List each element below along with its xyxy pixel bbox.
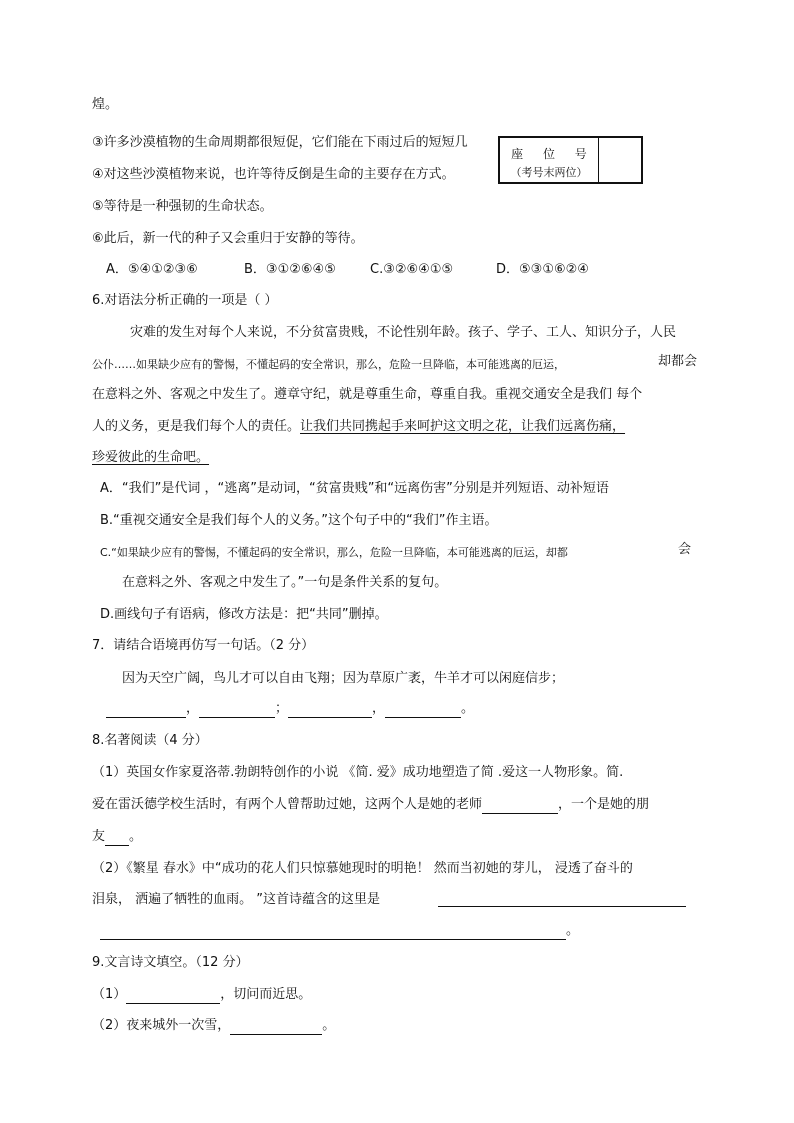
question-line: （1）英国女作家夏洛蒂.勃朗特创作的小说 《简. 爱》成功地塑造了简 .爱这一人物形象。简. bbox=[92, 765, 624, 780]
answer-blank[interactable] bbox=[482, 799, 558, 814]
answer-blank[interactable] bbox=[100, 925, 566, 940]
option-c-cont: 在意料之外、客观之中发生了。”一句是条件关系的复句。 bbox=[122, 575, 448, 590]
question-line: 泪泉， 洒遍了牺牲的血雨。 ”这首诗蕴含的这里是 bbox=[92, 892, 380, 907]
seat-number-sub: （考号末两位） bbox=[510, 166, 588, 179]
text-line: ⑤等待是一种强韧的生命状态。 bbox=[92, 199, 273, 214]
question-line: （2）《繁星 春水》中“成功的花人们只惊慕她现时的明艳！ 然而当初她的芽儿， 浸透了奋斗的 bbox=[92, 861, 633, 876]
text-line: ⑥此后，新一代的种子又会重归于安静的等待。 bbox=[92, 231, 364, 246]
question-title: 7．请结合语境再仿写一句话。（2 分） bbox=[92, 638, 315, 653]
question-title: 9.文言诗文填空。（12 分） bbox=[92, 955, 249, 970]
seat-number-label bbox=[500, 138, 599, 182]
option-a: A．⑤④①②③⑥ bbox=[106, 262, 198, 277]
option-c: C.“如果缺少应有的警惕，不懂起码的安全常识，那么，危险一旦降临，本可能逃离的厄运，却都 bbox=[100, 546, 568, 559]
passage-line: 灾难的发生对每个人来说，不分贫富贵贱，不论性别年龄。孩子、学子、工人、知识分子，人民 bbox=[130, 325, 677, 340]
passage-text: 人的义务，更是我们每个人的责任。 bbox=[92, 419, 301, 434]
answer-blank[interactable] bbox=[438, 892, 686, 907]
seat-number-title: 座 位 号 bbox=[511, 147, 595, 161]
underlined-sentence: 珍爱彼此的生命吧。 bbox=[92, 450, 210, 465]
option-b: B．③①②⑥④⑤ bbox=[244, 262, 336, 277]
answer-blank[interactable] bbox=[106, 703, 186, 718]
answer-blank[interactable] bbox=[230, 1020, 322, 1035]
question-title: 8.名著阅读（4 分） bbox=[92, 733, 208, 748]
option-b: B.“重视交通安全是我们每个人的义务。”这个句子中的“我们”作主语。 bbox=[100, 513, 498, 528]
question-line: （1） ，切问而近思。 bbox=[92, 987, 312, 1002]
answer-blank[interactable] bbox=[288, 703, 372, 718]
answer-blank[interactable] bbox=[199, 703, 275, 718]
option-d: D．⑤③①⑥②④ bbox=[496, 262, 589, 277]
answer-blank[interactable] bbox=[126, 989, 220, 1004]
answer-line: 。 bbox=[100, 922, 579, 940]
passage-line: 公仆……如果缺少应有的警惕，不懂起码的安全常识，那么，危险一旦降临，本可能逃离的厄运， bbox=[92, 358, 565, 371]
passage-line: 在意料之外、客观之中发生了。遵章守纪，就是尊重生命，尊重自我。重视交通安全是我们 每个 bbox=[92, 387, 643, 402]
option-a: A．“我们”是代词 ，“逃离”是动词，“贫富贵贱”和“远离伤害”分别是并列短语、动补短语 bbox=[100, 481, 609, 496]
question-title: 6.对语法分析正确的一项是（ ） bbox=[92, 293, 278, 308]
underlined-sentence: 让我们共同携起手来呵护这文明之花，让我们远离伤痛， bbox=[300, 419, 626, 434]
answer-blank[interactable] bbox=[385, 703, 461, 718]
option-d: D.画线句子有语病，修改方法是：把“共同”删掉。 bbox=[100, 607, 388, 622]
option-c: C.③②⑥④①⑤ bbox=[370, 262, 454, 277]
passage-line bbox=[92, 418, 625, 436]
text-line: 煌。 bbox=[92, 97, 119, 112]
option-c: 会 bbox=[678, 542, 692, 557]
question-line: （2）夜来城外一次雪， 。 bbox=[92, 1018, 336, 1033]
prompt-sentence: 因为天空广阔，鸟儿才可以自由飞翔；因为草原广袤，牛羊才可以闲庭信步； bbox=[122, 671, 565, 686]
answer-blank[interactable] bbox=[105, 831, 129, 846]
text-line: ④对这些沙漠植物来说，也许等待反倒是生命的主要存在方式。 bbox=[92, 167, 455, 182]
question-line: 友 。 bbox=[92, 829, 143, 844]
seat-number-box bbox=[498, 136, 643, 184]
question-line: 爱在雷沃德学校生活时，有两个人曾帮助过她，这两个人是她的老师 ，一个是她的朋 bbox=[92, 797, 650, 812]
text-line: ③许多沙漠植物的生命周期都很短促，它们能在下雨过后的短短几 bbox=[92, 135, 468, 150]
passage-line: 却都会 bbox=[658, 354, 698, 369]
answer-line: ， ； ， 。 bbox=[106, 700, 474, 718]
